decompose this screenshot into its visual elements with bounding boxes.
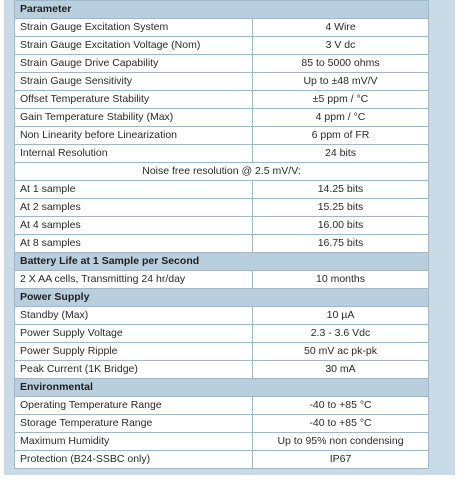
specification-table-body (15, 1, 429, 469)
table-row (15, 415, 429, 433)
table-row (15, 109, 429, 127)
table-row (15, 361, 429, 379)
section-title: Power Supply (15, 289, 429, 307)
parameter-label: At 2 samples (15, 199, 253, 217)
parameter-value: 4 ppm / °C (253, 109, 429, 127)
section-header-row (15, 253, 429, 271)
parameter-value: 30 mA (253, 361, 429, 379)
parameter-value: 14.25 bits (253, 181, 429, 199)
table-row (15, 55, 429, 73)
parameter-label: Strain Gauge Excitation Voltage (Nom) (15, 37, 253, 55)
parameter-label: Offset Temperature Stability (15, 91, 253, 109)
parameter-label: Power Supply Ripple (15, 343, 253, 361)
section-header-row (15, 379, 429, 397)
parameter-value: 50 mV ac pk-pk (253, 343, 429, 361)
parameter-value: -40 to +85 °C (253, 397, 429, 415)
parameter-value: -40 to +85 °C (253, 415, 429, 433)
section-title: Battery Life at 1 Sample per Second (15, 253, 429, 271)
parameter-value: 85 to 5000 ohms (253, 55, 429, 73)
table-row (15, 325, 429, 343)
parameter-label: Maximum Humidity (15, 433, 253, 451)
parameter-label: Protection (B24-SSBC only) (15, 451, 253, 469)
table-row (15, 235, 429, 253)
parameter-value: Up to ±48 mV/V (253, 73, 429, 91)
parameter-label: At 8 samples (15, 235, 253, 253)
table-row (15, 397, 429, 415)
section-title: Parameter (15, 1, 429, 19)
table-row (15, 145, 429, 163)
table-row (15, 271, 429, 289)
table-row (15, 181, 429, 199)
parameter-label: Internal Resolution (15, 145, 253, 163)
parameter-value: 4 Wire (253, 19, 429, 37)
parameter-label: Storage Temperature Range (15, 415, 253, 433)
parameter-value: ±5 ppm / °C (253, 91, 429, 109)
parameter-label: At 1 sample (15, 181, 253, 199)
parameter-value: 10 months (253, 271, 429, 289)
parameter-label: At 4 samples (15, 217, 253, 235)
parameter-label: Peak Current (1K Bridge) (15, 361, 253, 379)
parameter-value: 24 bits (253, 145, 429, 163)
table-row (15, 73, 429, 91)
parameter-value: 15.25 bits (253, 199, 429, 217)
parameter-value: 6 ppm of FR (253, 127, 429, 145)
subheading-cell: Noise free resolution @ 2.5 mV/V: (15, 163, 429, 181)
table-row (15, 19, 429, 37)
table-row (15, 217, 429, 235)
table-row (15, 199, 429, 217)
table-row (15, 307, 429, 325)
parameter-label: Strain Gauge Sensitivity (15, 73, 253, 91)
parameter-value: 16.75 bits (253, 235, 429, 253)
table-row (15, 163, 429, 181)
section-header-row (15, 1, 429, 19)
parameter-label: 2 X AA cells, Transmitting 24 hr/day (15, 271, 253, 289)
parameter-label: Standby (Max) (15, 307, 253, 325)
parameter-value: 16.00 bits (253, 217, 429, 235)
table-row (15, 433, 429, 451)
parameter-label: Strain Gauge Drive Capability (15, 55, 253, 73)
table-row (15, 343, 429, 361)
section-title: Environmental (15, 379, 429, 397)
parameter-value: 10 µA (253, 307, 429, 325)
parameter-value: Up to 95% non condensing (253, 433, 429, 451)
parameter-value: IP67 (253, 451, 429, 469)
table-row (15, 451, 429, 469)
table-row (15, 37, 429, 55)
parameter-value: 2.3 - 3.6 Vdc (253, 325, 429, 343)
parameter-label: Non Linearity before Linearization (15, 127, 253, 145)
table-row (15, 127, 429, 145)
parameter-label: Strain Gauge Excitation System (15, 19, 253, 37)
parameter-label: Gain Temperature Stability (Max) (15, 109, 253, 127)
section-header-row (15, 289, 429, 307)
table-row (15, 91, 429, 109)
parameter-label: Power Supply Voltage (15, 325, 253, 343)
parameter-value: 3 V dc (253, 37, 429, 55)
parameter-label: Operating Temperature Range (15, 397, 253, 415)
specification-table (14, 0, 429, 469)
